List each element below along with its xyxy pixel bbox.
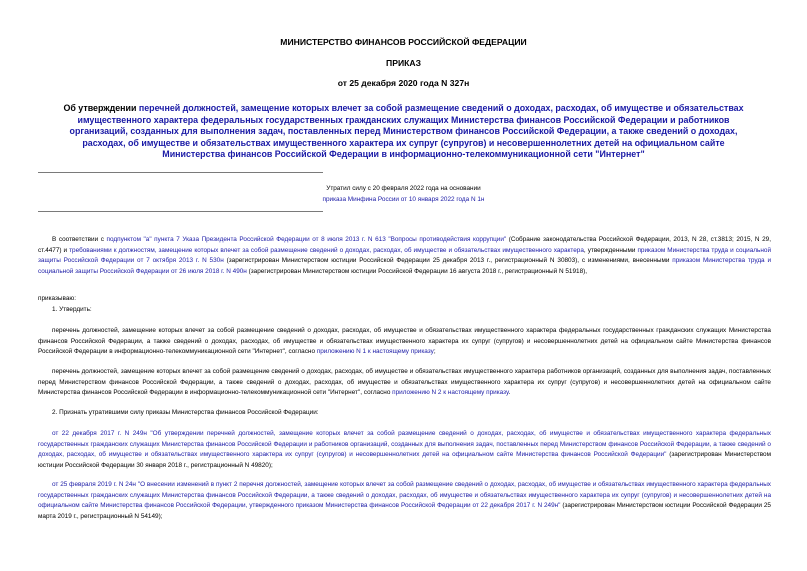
- title-prefix: Об утверждении: [63, 103, 139, 113]
- item1-p1-text: перечень должностей, замещение которых влечет за собой размещение сведений о доходах, расходах, об имуществе и обязательствах имущественного характера федеральных государственных гражданских служащих Министерства финансов Российской Федерации, а также сведений о доходах, расходах, об имуществе и обязательствах имущественного характера их супруг (супругов) и несовершеннолетних детей на официальном сайте Министерства финансов Российской Федерации в информационно-телекоммуникационной сети "Интернет", согласно: [38, 327, 771, 356]
- doc-type-heading: ПРИКАЗ: [386, 58, 421, 68]
- preamble-link-order-530n[interactable]: приказом Министерства труда и социальной защиты Российской Федерации от 7 октября 2013 г. N 530н: [38, 246, 772, 265]
- preamble-text-1: В соответствии с: [52, 236, 107, 243]
- item1-label: 1. Утвердить:: [52, 306, 92, 313]
- item1-p2-text: перечень должностей, замещение которых влечет за собой размещение сведений о доходах, расходах, об имуществе и обязательствах имущественного характера работников организаций, созданных для выполнения задач, поставленных перед Министерством финансов Российской Федерации, а также сведений о доходах, расходах, об имуществе и обязательствах имущественного характера их супруг (супругов) и несовершеннолетних детей на официальном сайте Министерства финансов Российской Федерации в информационно-телекоммуникационной сети "Интернет", согласно: [38, 368, 771, 397]
- item2-b-text: (зарегистрирован Министерством юстиции Российской Федерации 25 марта 2019 г., регистрационный N 54149);: [38, 502, 771, 520]
- divider-top: [38, 172, 323, 173]
- preamble-paragraph: [38, 235, 771, 277]
- preamble-link-decree[interactable]: подпунктом "а" пункта 7 Указа Президента Российской Федерации от 8 июля 2013 г. N 613 "Вопросы противодействия коррупции": [106, 236, 507, 243]
- item2-paragraph-b: [38, 480, 771, 522]
- appendix-2-link[interactable]: приложению N 2 к настоящему приказу: [392, 389, 509, 397]
- item1-p2-end: .: [508, 389, 511, 397]
- item2-paragraph-a: [38, 429, 771, 471]
- repealed-order-24n-link[interactable]: от 25 февраля 2019 г. N 24н "О внесении изменений в пункт 2 перечня должностей, замещение которых влечет за собой размещение сведений о доходах, расходах, об имуществе и обязательствах имущественного характера федеральных государственных гражданских служащих Министерства финансов Российской Федерации, а также сведений о доходах, расходах, об имуществе и обязательствах имущественного характера их супруг (супругов) и несовершеннолетних детей на официальном сайте Министерства финансов Российской Федерации, утвержденного приказом Министерства финансов Российской Федерации от 22 декабря 2017 г. N 249н": [38, 481, 771, 510]
- preamble-text-5: (зарегистрирован Министерством юстиции Российской Федерации 16 августа 2018 г., регистрационный N 51918),: [246, 267, 588, 275]
- preamble-link-order-490n[interactable]: приказом Министерства труда и социальной защиты Российской Федерации от 26 июля 2018 г. N 490н: [38, 257, 772, 275]
- title-link[interactable]: перечней должностей, замещение которых влечет за собой размещение сведений о доходах, расходах, об имуществе и обязательствах имущественного характера федеральных государственных гражданских служащих Министерства финансов Российской Федерации и работников организаций, созданных для выполнения задач, поставленных перед Министерством финансов Российской Федерации, а также сведений о доходах, расходах, об имуществе и обязательствах имущественного характера их супруг (супругов) и несовершеннолетних детей на официальном сайте Министерства финансов Российской Федерации в информационно-телекоммуникационной сети "Интернет": [69, 103, 744, 160]
- item1-paragraph-2: [38, 367, 771, 399]
- divider-bottom: [38, 211, 323, 212]
- preamble-text-2: (Собрание законодательства Российской Федерации, 2013, N 28, ст.3813; 2015, N 29, ст.4477) и: [38, 236, 771, 254]
- item2-label: 2. Признать утратившими силу приказы Министерства финансов Российской Федерации:: [52, 409, 319, 416]
- preamble-text-4: (зарегистрирован Министерством юстиции Российской Федерации 25 декабря 2013 г., регистрационный N 30803), с изменениями, внесенными: [223, 257, 673, 265]
- status-note-line1: Утратил силу с 20 февраля 2022 года на основании: [326, 185, 481, 192]
- document-title: [52, 103, 755, 161]
- preamble-text-3: , утвержденными: [583, 246, 638, 254]
- repealed-order-249n-link[interactable]: от 22 декабря 2017 г. N 249н "Об утверждении перечней должностей, замещение которых влечет за собой размещение сведений о доходах, расходах, об имуществе и обязательствах имущественного характера федеральных государственных гражданских служащих Министерства финансов Российской Федерации и работников организаций, созданных для выполнения задач, поставленных перед Министерством финансов Российской Федерации, а также сведений о доходах, расходах, об имуществе и обязательствах имущественного характера их супруг (супругов) и несовершеннолетних детей на официальном сайте Министерства финансов Российской Федерации": [38, 430, 771, 459]
- item1-paragraph-1: [38, 326, 771, 358]
- ministry-heading: МИНИСТЕРСТВО ФИНАНСОВ РОССИЙСКОЙ ФЕДЕРАЦИИ: [280, 37, 527, 47]
- appendix-1-link[interactable]: приложению N 1 к настоящему приказу: [316, 348, 434, 356]
- preamble-link-requirements[interactable]: требованиями к должностям, замещение которых влечет за собой размещение сведений о доходах, расходах, об имуществе и обязательствах имущественного характера: [69, 246, 584, 254]
- doc-date-heading: от 25 декабря 2020 года N 327н: [337, 78, 470, 88]
- orders-label: приказываю:: [38, 295, 76, 302]
- status-note-link[interactable]: приказа Минфина России от 10 января 2022 года N 1н: [322, 196, 485, 203]
- item2-a-text: (зарегистрирован Министерством юстиции Российской Федерации 30 января 2018 г., регистрационный N 49820);: [38, 451, 771, 469]
- item1-p1-end: ;: [433, 348, 436, 356]
